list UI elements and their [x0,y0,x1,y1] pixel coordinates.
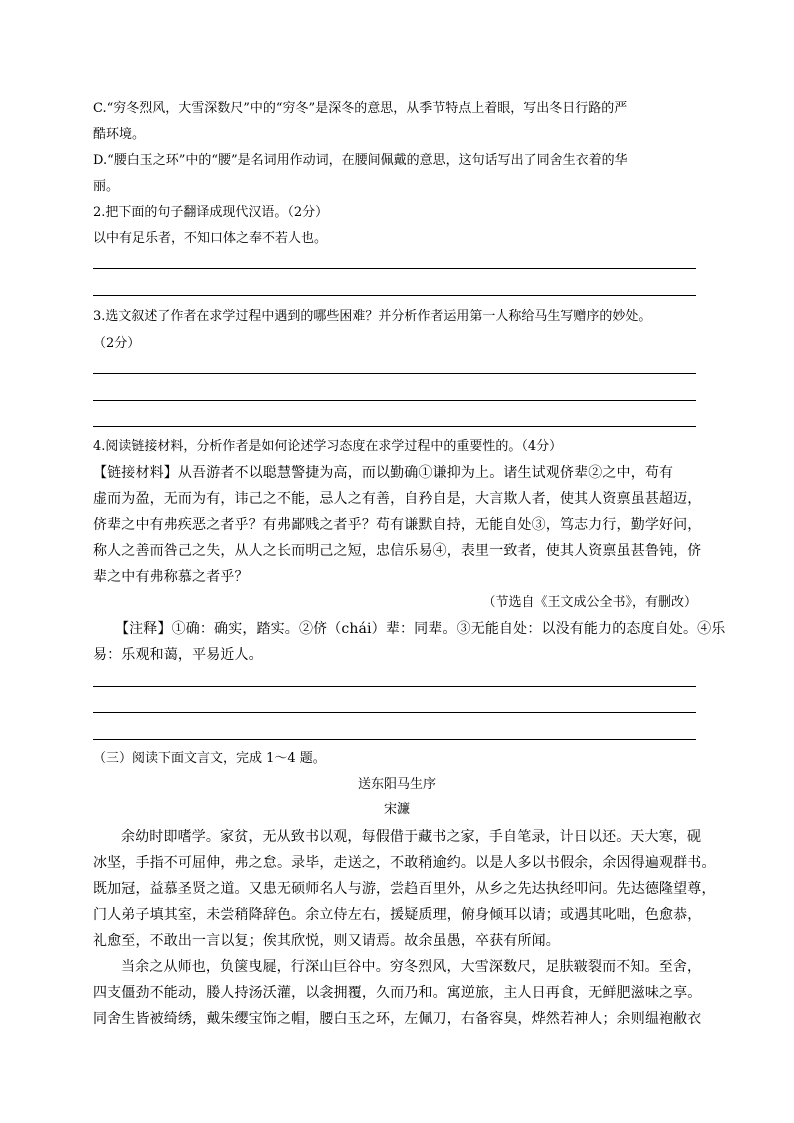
question-3-prompt-line-1: 3.选文叙述了作者在求学过程中遇到的哪些困难？并分析作者运用第一人称给马生写赠序的妙处。 [93,309,652,324]
link-material-line: 辈之中有弗称慕之者乎？ [93,569,249,585]
section-3-intro: （三）阅读下面文言文，完成 1～4 题。 [93,751,326,766]
material-notes-line: 【注释】①确：确实，踏实。②侪（chái）辈：同辈。③无能自处：以没有能力的态度自处。④乐 [115,621,726,637]
passage-author: 宋濂 [383,802,410,817]
material-source: （节选自《王文成公全书》，有删改） [482,595,697,610]
passage-title: 送东阳马生序 [357,777,436,792]
answer-line[interactable] [93,739,696,740]
question-4-prompt: 4.阅读链接材料，分析作者是如何论述学习态度在求学过程中的重要性的。（4分） [93,439,563,454]
option-c-line-1: C.“穷冬烈风，大雪深数尺”中的“穷冬”是深冬的意思，从季节特点上着眼，写出冬日行路的严 [93,101,628,116]
passage-line: 冰坚，手指不可屈伸，弗之怠。录毕，走送之，不敢稍逾约。以是人多以书假余，余因得遍观群书。 [93,855,716,871]
option-d-line-1: D.“腰白玉之环”中的“腰”是名词用作动词，在腰间佩戴的意思，这句话写出了同舍生衣着的华 [93,153,628,168]
passage-line: 四支僵劲不能动，媵人持汤沃灌，以衾拥覆，久而乃和。寓逆旅，主人日再食，无鲜肥滋味之享。 [93,985,702,1001]
answer-line[interactable] [93,686,696,687]
option-c-line-2: 酷环境。 [93,127,146,142]
link-material-line: 称人之善而咎己之失，从人之长而明己之短，忠信乐易④，表里一致者，使其人资禀虽甚鲁钝，侪 [93,543,702,559]
passage-line: 同舍生皆被绮绣，戴朱缨宝饰之帽，腰白玉之环，左佩刀，右备容臭，烨然若神人；余则缊袍敝衣 [93,1011,702,1027]
question-2-prompt: 2.把下面的句子翻译成现代汉语。（2分） [93,205,329,220]
link-material-line: 【链接材料】从吾游者不以聪慧警捷为高，而以勤确①谦抑为上。诸生试观侪辈②之中，苟有 [93,465,674,481]
answer-line[interactable] [93,400,696,401]
answer-line[interactable] [93,268,696,269]
answer-line[interactable] [93,712,696,713]
link-material-line: 侪辈之中有弗疾恶之者乎？有弗鄙贱之者乎？苟有谦默自持，无能自处③，笃志力行，勤学好问， [93,517,702,533]
passage-line: 既加冠，益慕圣贤之道。又患无硕师名人与游，尝趋百里外，从乡之先达执经叩问。先达德隆望尊， [93,881,716,897]
passage-line: 礼愈至，不敢出一言以复；俟其欣悦，则又请焉。故余虽愚，卒获有所闻。 [93,933,560,949]
answer-line[interactable] [93,295,696,296]
material-notes-line: 易：乐观和蔼，平易近人。 [93,647,263,663]
answer-line[interactable] [93,373,696,374]
answer-line[interactable] [93,426,696,427]
option-d-line-2: 丽。 [93,179,120,194]
question-3-prompt-line-2: （2分） [93,336,141,351]
question-2-sentence: 以中有足乐者，不知口体之奉不若人也。 [93,231,328,246]
link-material-line: 虚而为盈，无而为有，讳己之不能，忌人之有善，自矜自是，大言欺人者，使其人资禀虽甚超迈， [93,491,702,507]
passage-line: 当余之从师也，负箧曳屣，行深山巨谷中。穷冬烈风，大雪深数尺，足肤皲裂而不知。至舍， [121,959,702,975]
passage-line: 余幼时即嗜学。家贫，无从致书以观，每假借于藏书之家，手自笔录，计日以还。天大寒，砚 [121,829,702,845]
passage-line: 门人弟子填其室，未尝稍降辞色。余立侍左右，援疑质理，俯身倾耳以请；或遇其叱咄，色愈恭， [93,907,702,923]
